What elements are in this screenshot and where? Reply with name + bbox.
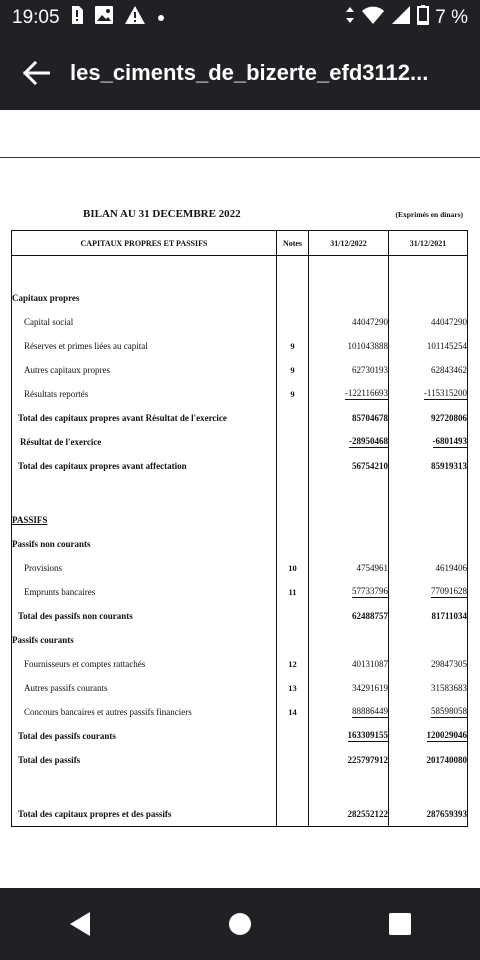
wifi-icon <box>361 5 385 31</box>
row-note <box>277 628 309 652</box>
cell-2021-value: 62843462 <box>431 364 467 375</box>
row-note: 12 <box>277 652 309 676</box>
nav-recents-button[interactable] <box>370 894 430 954</box>
table-row <box>12 652 468 676</box>
back-arrow-icon <box>22 61 50 85</box>
row-label: Concours bancaires et autres passifs financiers <box>12 700 277 724</box>
row-note <box>277 256 309 286</box>
row-label: Autres capitaux propres <box>12 358 277 382</box>
row-note <box>277 406 309 430</box>
row-label: Total des passifs <box>12 748 277 772</box>
cell-2021 <box>389 652 468 676</box>
data-arrows-icon <box>345 6 355 30</box>
cell-2021 <box>389 676 468 700</box>
back-triangle-icon <box>69 911 91 937</box>
cell-2022 <box>309 532 389 556</box>
row-note: 11 <box>277 580 309 604</box>
cell-2021-value: 101145254 <box>426 340 467 351</box>
cell-2021-value: 287659393 <box>426 808 467 819</box>
cell-2021-value: 4619406 <box>435 562 467 573</box>
cell-2022-value: -122116693 <box>344 387 388 398</box>
status-right <box>345 5 468 31</box>
cell-2022 <box>309 286 389 310</box>
table-row <box>12 802 468 827</box>
signal-icon <box>391 5 411 31</box>
table-row <box>12 406 468 430</box>
balance-sheet-title: BILAN AU 31 DECEMBRE 2022 <box>83 208 241 220</box>
table-row <box>12 556 468 580</box>
nav-home-button[interactable] <box>210 894 270 954</box>
table-row <box>12 478 468 508</box>
nav-back-button[interactable] <box>50 894 110 954</box>
cell-2021-value: 31583683 <box>431 682 467 693</box>
row-label: Total des capitaux propres avant affectation <box>12 454 277 478</box>
cell-2021 <box>389 580 468 604</box>
table-row <box>12 748 468 772</box>
row-label: Total des passifs non courants <box>12 604 277 628</box>
cell-2021 <box>389 724 468 748</box>
document-viewer[interactable] <box>0 110 480 888</box>
row-note <box>277 772 309 802</box>
cell-2021-value: 44047290 <box>431 316 467 327</box>
cell-2021-value: 120029046 <box>426 729 467 740</box>
cell-2022 <box>309 772 389 802</box>
row-label: Capital social <box>12 310 277 334</box>
header-2022: 31/12/2022 <box>309 231 389 256</box>
table-row <box>12 604 468 628</box>
row-note <box>277 604 309 628</box>
cell-2022-value: 62488757 <box>352 610 388 621</box>
cell-2022-value: 57733796 <box>352 585 388 596</box>
cell-2021-value: 29847305 <box>431 658 467 669</box>
cell-2022-value: -28950468 <box>349 435 388 446</box>
cell-2022 <box>309 556 389 580</box>
cell-2021 <box>389 382 468 406</box>
row-label: Fournisseurs et comptes rattachés <box>12 652 277 676</box>
cell-2021 <box>389 556 468 580</box>
row-label: PASSIFS <box>12 508 277 532</box>
cell-2022 <box>309 454 389 478</box>
cell-2022 <box>309 256 389 286</box>
cell-2021-value: 92720806 <box>431 412 467 423</box>
cell-2022-value: 34291619 <box>352 682 388 693</box>
balance-sheet-table <box>11 230 468 827</box>
row-note: 13 <box>277 676 309 700</box>
document-title: les_ciments_de_bizerte_efd3112... <box>70 60 429 85</box>
table-row <box>12 454 468 478</box>
table-header-row <box>12 231 468 256</box>
header-2021: 31/12/2021 <box>389 231 468 256</box>
table-row <box>12 772 468 802</box>
row-label: Total des capitaux propres avant Résultat de l'exercice <box>12 406 277 430</box>
navigation-bar <box>0 888 480 960</box>
row-note: 9 <box>277 358 309 382</box>
cell-2022 <box>309 628 389 652</box>
table-row <box>12 358 468 382</box>
table-row <box>12 724 468 748</box>
cell-2021 <box>389 604 468 628</box>
cell-2021 <box>389 802 468 827</box>
cell-2022 <box>309 478 389 508</box>
row-note <box>277 508 309 532</box>
header-notes: Notes <box>277 231 309 256</box>
cell-2021-value: 81711034 <box>431 610 467 621</box>
cell-2022 <box>309 358 389 382</box>
cell-2022 <box>309 580 389 604</box>
row-note <box>277 802 309 827</box>
cell-2021-value: 201740080 <box>426 754 467 765</box>
row-note <box>277 430 309 454</box>
cell-2021 <box>389 256 468 286</box>
status-time: 19:05 <box>12 7 60 28</box>
row-label: Réserves et primes liées au capital <box>12 334 277 358</box>
table-row <box>12 676 468 700</box>
table-row <box>12 382 468 406</box>
cell-2021 <box>389 430 468 454</box>
cell-2022 <box>309 430 389 454</box>
image-icon <box>94 5 114 31</box>
table-body <box>12 256 468 827</box>
cell-2021 <box>389 334 468 358</box>
cell-2021 <box>389 454 468 478</box>
cell-2021 <box>389 700 468 724</box>
recents-square-icon <box>388 912 412 936</box>
row-label <box>12 478 277 508</box>
row-note <box>277 724 309 748</box>
sim-alert-icon <box>70 5 84 31</box>
cell-2022-value: 62730193 <box>352 364 388 375</box>
cell-2021 <box>389 310 468 334</box>
cell-2022-value: 4754961 <box>356 562 388 573</box>
row-label: Capitaux propres <box>12 286 277 310</box>
cell-2022 <box>309 676 389 700</box>
row-note <box>277 532 309 556</box>
cell-2022 <box>309 382 389 406</box>
table-row <box>12 508 468 532</box>
cell-2022-value: 163309155 <box>347 729 388 740</box>
row-label: Passifs courants <box>12 628 277 652</box>
cell-2021 <box>389 748 468 772</box>
row-label: Emprunts bancaires <box>12 580 277 604</box>
row-note <box>277 286 309 310</box>
table-row <box>12 628 468 652</box>
cell-2021-value: 58598058 <box>431 705 467 716</box>
battery-percent: 7 % <box>435 7 468 28</box>
cell-2021 <box>389 532 468 556</box>
cell-2022 <box>309 406 389 430</box>
cell-2021-value: 85919313 <box>431 460 467 471</box>
cell-2022 <box>309 802 389 827</box>
cell-2022 <box>309 748 389 772</box>
cell-2022-value: 44047290 <box>352 316 388 327</box>
row-note: 10 <box>277 556 309 580</box>
row-label: Passifs non courants <box>12 532 277 556</box>
table-row <box>12 532 468 556</box>
cell-2021 <box>389 478 468 508</box>
cell-2022-value: 101043888 <box>347 340 388 351</box>
cell-2022 <box>309 604 389 628</box>
table-row <box>12 700 468 724</box>
cell-2021-value: 77091628 <box>431 585 467 596</box>
row-label: Résultats reportés <box>12 382 277 406</box>
document-page <box>11 204 467 827</box>
home-circle-icon <box>228 912 252 936</box>
cell-2022 <box>309 700 389 724</box>
row-note <box>277 454 309 478</box>
status-bar <box>0 0 480 36</box>
row-label: Autres passifs courants <box>12 676 277 700</box>
row-label: Total des passifs courants <box>12 724 277 748</box>
row-label <box>12 772 277 802</box>
unit-note: (Exprimés en dinars) <box>395 210 463 219</box>
battery-icon <box>417 5 429 31</box>
table-row <box>12 310 468 334</box>
row-note <box>277 310 309 334</box>
page-divider <box>0 157 480 158</box>
status-left <box>12 5 166 31</box>
warning-icon <box>124 5 146 31</box>
table-row <box>12 286 468 310</box>
row-label: Total des capitaux propres et des passifs <box>12 802 277 827</box>
row-note: 9 <box>277 382 309 406</box>
row-note <box>277 748 309 772</box>
row-label <box>12 256 277 286</box>
cell-2021 <box>389 406 468 430</box>
back-button[interactable] <box>16 53 56 93</box>
row-note: 9 <box>277 334 309 358</box>
doc-header <box>11 204 467 230</box>
cell-2022 <box>309 652 389 676</box>
dot-icon <box>156 7 166 29</box>
row-note: 14 <box>277 700 309 724</box>
row-label: Résultat de l'exercice <box>12 430 277 454</box>
cell-2022-value: 40131087 <box>352 658 388 669</box>
cell-2022 <box>309 334 389 358</box>
table-row <box>12 580 468 604</box>
cell-2021-value: -6801493 <box>432 435 467 446</box>
table-row <box>12 256 468 286</box>
cell-2021 <box>389 772 468 802</box>
cell-2022-value: 56754210 <box>352 460 388 471</box>
cell-2022-value: 88886449 <box>352 705 388 716</box>
cell-2022 <box>309 724 389 748</box>
header-label: CAPITAUX PROPRES ET PASSIFS <box>12 231 277 256</box>
cell-2022-value: 282552122 <box>347 808 388 819</box>
row-label: Provisions <box>12 556 277 580</box>
cell-2022-value: 85704678 <box>352 412 388 423</box>
table-row <box>12 430 468 454</box>
cell-2021 <box>389 628 468 652</box>
cell-2022 <box>309 508 389 532</box>
cell-2021-value: -115315200 <box>423 387 467 398</box>
app-bar <box>0 36 480 110</box>
cell-2022-value: 225797912 <box>347 754 388 765</box>
cell-2021 <box>389 358 468 382</box>
cell-2021 <box>389 286 468 310</box>
row-note <box>277 478 309 508</box>
table-row <box>12 334 468 358</box>
cell-2021 <box>389 508 468 532</box>
cell-2022 <box>309 310 389 334</box>
